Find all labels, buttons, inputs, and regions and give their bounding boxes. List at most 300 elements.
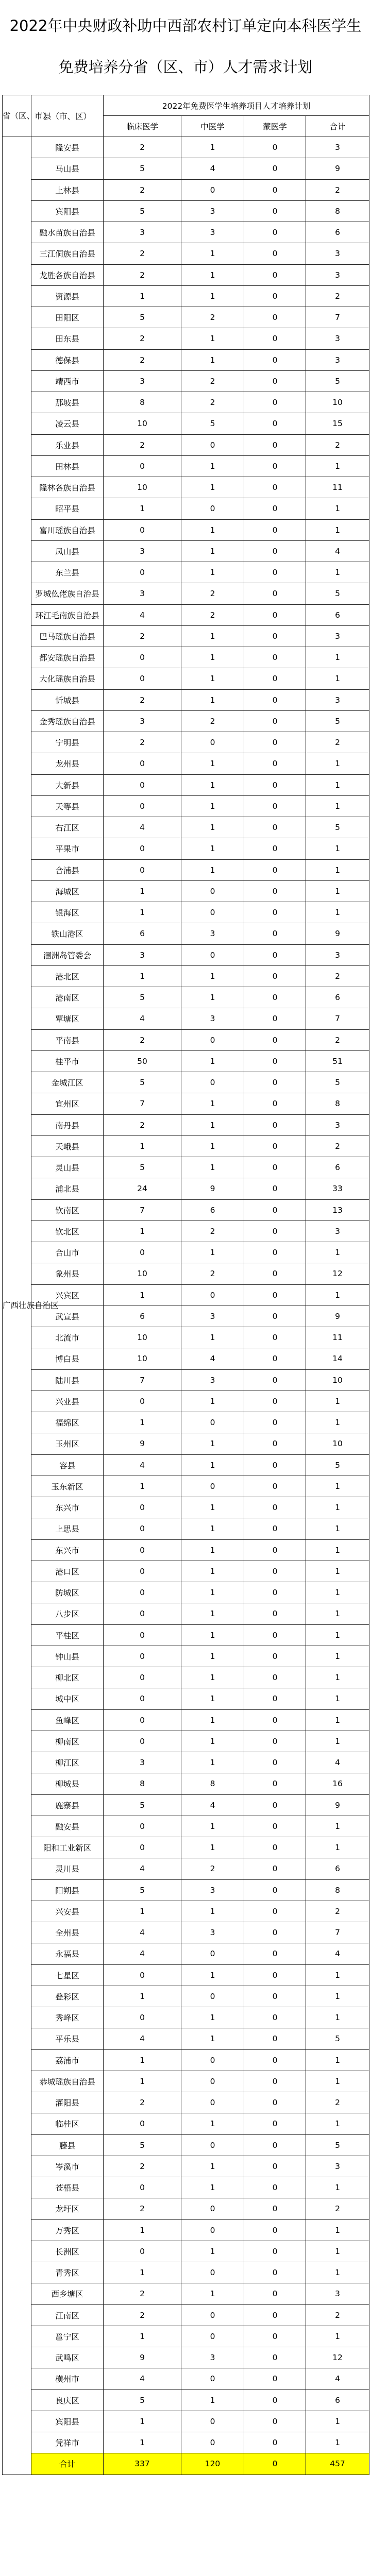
county-cell: 忻城县	[31, 689, 104, 710]
county-cell: 东兰县	[31, 562, 104, 583]
table-row	[3, 264, 369, 285]
total-cell: 1	[306, 1242, 369, 1263]
county-cell: 邕宁区	[31, 2326, 104, 2347]
clinical-cell: 0	[104, 1837, 181, 1858]
chinese-medicine-cell: 3	[181, 1922, 244, 1943]
clinical-cell: 9	[104, 1433, 181, 1454]
table-row	[3, 902, 369, 923]
chinese-medicine-cell: 1	[181, 328, 244, 349]
total-cell: 33	[306, 1178, 369, 1199]
chinese-medicine-cell: 2	[181, 307, 244, 328]
table-row	[3, 540, 369, 562]
mongolian-medicine-cell: 0	[244, 902, 306, 923]
chinese-medicine-cell: 1	[181, 1391, 244, 1412]
mongolian-medicine-cell: 0	[244, 200, 306, 222]
chinese-medicine-cell: 0	[181, 2049, 244, 2071]
table-row	[3, 647, 369, 668]
mongolian-medicine-cell: 0	[244, 2007, 306, 2028]
county-cell: 岑溪市	[31, 2156, 104, 2177]
chinese-medicine-cell: 2	[181, 1858, 244, 1879]
total-cell: 10	[306, 1433, 369, 1454]
table-row	[3, 2134, 369, 2156]
mongolian-medicine-cell: 0	[244, 1879, 306, 1901]
mongolian-medicine-cell: 0	[244, 264, 306, 285]
county-cell: 环江毛南族自治县	[31, 604, 104, 625]
total-cell: 4	[306, 1752, 369, 1773]
mongolian-medicine-cell: 0	[244, 795, 306, 817]
clinical-cell: 2	[104, 137, 181, 158]
total-cell: 3	[306, 625, 369, 647]
total-cell: 11	[306, 1327, 369, 1348]
clinical-medicine-header: 临床医学	[104, 116, 181, 137]
clinical-cell: 0	[104, 2113, 181, 2134]
chinese-medicine-cell: 1	[181, 1667, 244, 1688]
table-row	[3, 2347, 369, 2368]
county-cell: 陆川县	[31, 1369, 104, 1391]
mongolian-medicine-cell: 0	[244, 2283, 306, 2304]
clinical-cell: 2	[104, 732, 181, 753]
table-row	[3, 987, 369, 1008]
clinical-cell: 0	[104, 647, 181, 668]
total-cell: 2	[306, 2304, 369, 2326]
mongolian-medicine-cell: 0	[244, 1008, 306, 1029]
county-cell: 容县	[31, 1454, 104, 1476]
chinese-medicine-cell: 1	[181, 1327, 244, 1348]
mongolian-medicine-cell: 0	[244, 2049, 306, 2071]
clinical-cell: 50	[104, 1050, 181, 1072]
table-body	[3, 137, 369, 2475]
clinical-cell: 6	[104, 1306, 181, 1327]
mongolian-medicine-cell: 0	[244, 625, 306, 647]
county-cell: 宁明县	[31, 732, 104, 753]
chinese-medicine-cell: 1	[181, 1093, 244, 1114]
chinese-medicine-cell: 1	[181, 1901, 244, 1922]
clinical-cell: 0	[104, 1582, 181, 1603]
table-row	[3, 1964, 369, 1986]
total-value-cell: 0	[244, 2453, 306, 2475]
table-row	[3, 1114, 369, 1136]
chinese-medicine-cell: 6	[181, 1199, 244, 1221]
county-cell: 融水苗族自治县	[31, 222, 104, 243]
clinical-cell: 0	[104, 1518, 181, 1539]
clinical-cell: 3	[104, 222, 181, 243]
chinese-medicine-cell: 3	[181, 222, 244, 243]
mongolian-medicine-cell: 0	[244, 647, 306, 668]
clinical-cell: 7	[104, 1093, 181, 1114]
clinical-cell: 0	[104, 774, 181, 795]
chinese-medicine-cell: 0	[181, 2092, 244, 2113]
clinical-cell: 1	[104, 1136, 181, 1157]
chinese-medicine-cell: 0	[181, 2134, 244, 2156]
county-cell: 良庆区	[31, 2389, 104, 2411]
table-row	[3, 243, 369, 264]
county-cell: 港北区	[31, 965, 104, 987]
chinese-medicine-cell: 2	[181, 710, 244, 732]
clinical-cell: 5	[104, 200, 181, 222]
table-row	[3, 583, 369, 604]
chinese-medicine-cell: 9	[181, 1178, 244, 1199]
chinese-medicine-cell: 0	[181, 2262, 244, 2283]
clinical-cell: 5	[104, 1879, 181, 1901]
county-cell: 马山县	[31, 158, 104, 179]
total-cell: 1	[306, 795, 369, 817]
mongolian-medicine-cell: 0	[244, 2092, 306, 2113]
plan-table	[2, 95, 369, 2475]
chinese-medicine-cell: 1	[181, 795, 244, 817]
table-row	[3, 1433, 369, 1454]
clinical-cell: 1	[104, 498, 181, 519]
county-cell: 隆安县	[31, 137, 104, 158]
total-cell: 1	[306, 774, 369, 795]
table-row	[3, 179, 369, 200]
clinical-cell: 0	[104, 1964, 181, 1986]
total-cell: 2	[306, 2198, 369, 2219]
table-row	[3, 1752, 369, 1773]
chinese-medicine-cell: 4	[181, 158, 244, 179]
clinical-cell: 1	[104, 1412, 181, 1433]
total-cell: 3	[306, 349, 369, 370]
clinical-cell: 4	[104, 1858, 181, 1879]
mongolian-medicine-cell: 0	[244, 753, 306, 774]
total-cell: 11	[306, 477, 369, 498]
chinese-medicine-cell: 3	[181, 1369, 244, 1391]
mongolian-medicine-cell: 0	[244, 370, 306, 392]
chinese-medicine-cell: 1	[181, 1582, 244, 1603]
county-cell: 银海区	[31, 902, 104, 923]
total-cell: 1	[306, 2219, 369, 2241]
clinical-cell: 5	[104, 1157, 181, 1178]
total-cell: 1	[306, 1391, 369, 1412]
total-cell: 3	[306, 264, 369, 285]
chinese-medicine-cell: 0	[181, 179, 244, 200]
table-row	[3, 392, 369, 413]
chinese-medicine-cell: 0	[181, 902, 244, 923]
clinical-cell: 5	[104, 987, 181, 1008]
chinese-medicine-cell: 2	[181, 604, 244, 625]
total-cell: 1	[306, 2071, 369, 2092]
county-cell: 港口区	[31, 1561, 104, 1582]
clinical-cell: 4	[104, 817, 181, 838]
table-row	[3, 2432, 369, 2453]
clinical-cell: 10	[104, 413, 181, 434]
chinese-medicine-cell: 0	[181, 732, 244, 753]
clinical-cell: 0	[104, 1731, 181, 1752]
mongolian-medicine-cell: 0	[244, 2326, 306, 2347]
chinese-medicine-cell: 1	[181, 285, 244, 307]
chinese-medicine-cell: 1	[181, 1561, 244, 1582]
county-cell: 宾阳县	[31, 200, 104, 222]
total-cell: 3	[306, 243, 369, 264]
total-cell: 1	[306, 1497, 369, 1518]
table-row	[3, 1922, 369, 1943]
county-cell: 金秀瑶族自治县	[31, 710, 104, 732]
table-row	[3, 1858, 369, 1879]
clinical-cell: 3	[104, 1752, 181, 1773]
total-cell: 8	[306, 1879, 369, 1901]
total-cell: 1	[306, 1539, 369, 1561]
table-row	[3, 1901, 369, 1922]
table-row	[3, 1943, 369, 1964]
total-cell: 1	[306, 1412, 369, 1433]
total-label-cell: 合计	[31, 2453, 104, 2475]
clinical-cell: 2	[104, 2304, 181, 2326]
chinese-medicine-cell: 1	[181, 2007, 244, 2028]
table-row	[3, 2262, 369, 2283]
chinese-medicine-cell: 1	[181, 562, 244, 583]
mongolian-medicine-cell: 0	[244, 1752, 306, 1773]
total-cell: 5	[306, 2134, 369, 2156]
mongolian-medicine-cell: 0	[244, 1539, 306, 1561]
table-row	[3, 1773, 369, 1794]
county-cell: 阳朔县	[31, 1879, 104, 1901]
county-cell: 龙州县	[31, 753, 104, 774]
county-cell: 灵山县	[31, 1157, 104, 1178]
clinical-cell: 1	[104, 965, 181, 987]
mongolian-medicine-cell: 0	[244, 1901, 306, 1922]
chinese-medicine-cell: 1	[181, 477, 244, 498]
total-cell: 1	[306, 668, 369, 689]
clinical-cell: 1	[104, 2432, 181, 2453]
mongolian-medicine-cell: 0	[244, 880, 306, 902]
county-cell: 宜州区	[31, 1093, 104, 1114]
clinical-cell: 0	[104, 1646, 181, 1667]
mongolian-medicine-cell: 0	[244, 1284, 306, 1306]
chinese-medicine-cell: 1	[181, 2156, 244, 2177]
total-cell: 13	[306, 1199, 369, 1221]
chinese-medicine-cell: 1	[181, 987, 244, 1008]
table-row	[3, 710, 369, 732]
mongolian-medicine-cell: 0	[244, 477, 306, 498]
county-cell: 铁山港区	[31, 923, 104, 944]
table-row	[3, 1794, 369, 1816]
table-row	[3, 1412, 369, 1433]
total-cell: 10	[306, 392, 369, 413]
chinese-medicine-cell: 0	[181, 434, 244, 455]
table-row	[3, 285, 369, 307]
title-text: 2022年中央财政补助中西部农村订单定向本科医学生免费培养分省（区、市）人才需求计划	[9, 17, 362, 76]
clinical-cell: 4	[104, 604, 181, 625]
chinese-medicine-cell: 1	[181, 965, 244, 987]
total-cell: 1	[306, 2411, 369, 2432]
table-row	[3, 1497, 369, 1518]
chinese-medicine-cell: 0	[181, 2368, 244, 2389]
county-cell: 恭城瑶族自治县	[31, 2071, 104, 2092]
mongolian-medicine-cell: 0	[244, 1816, 306, 1837]
chinese-medicine-cell: 1	[181, 1709, 244, 1731]
clinical-cell: 5	[104, 2134, 181, 2156]
clinical-cell: 3	[104, 370, 181, 392]
total-cell: 1	[306, 2326, 369, 2347]
total-cell: 8	[306, 1093, 369, 1114]
mongolian-medicine-cell: 0	[244, 1433, 306, 1454]
total-cell: 3	[306, 944, 369, 965]
county-cell: 平桂区	[31, 1624, 104, 1646]
mongolian-medicine-cell: 0	[244, 859, 306, 880]
table-row	[3, 158, 369, 179]
clinical-cell: 4	[104, 1454, 181, 1476]
clinical-cell: 3	[104, 710, 181, 732]
clinical-cell: 8	[104, 1773, 181, 1794]
total-cell: 1	[306, 2049, 369, 2071]
table-row	[3, 1050, 369, 1072]
table-row	[3, 1986, 369, 2007]
table-row	[3, 838, 369, 859]
county-cell: 涠洲岛管委会	[31, 944, 104, 965]
clinical-cell: 2	[104, 264, 181, 285]
mongolian-medicine-cell: 0	[244, 1242, 306, 1263]
total-cell: 1	[306, 1688, 369, 1709]
mongolian-medicine-cell: 0	[244, 1391, 306, 1412]
total-cell: 1	[306, 1603, 369, 1624]
county-cell: 长洲区	[31, 2241, 104, 2262]
chinese-medicine-cell: 0	[181, 2071, 244, 2092]
clinical-cell: 4	[104, 2368, 181, 2389]
chinese-medicine-cell: 0	[181, 2326, 244, 2347]
table-row	[3, 370, 369, 392]
chinese-medicine-cell: 0	[181, 1284, 244, 1306]
total-cell: 6	[306, 987, 369, 1008]
clinical-cell: 0	[104, 562, 181, 583]
mongolian-medicine-cell: 0	[244, 923, 306, 944]
chinese-medicine-cell: 2	[181, 392, 244, 413]
county-cell: 凭祥市	[31, 2432, 104, 2453]
total-cell: 7	[306, 307, 369, 328]
table-row	[3, 1391, 369, 1412]
chinese-medicine-cell: 1	[181, 2113, 244, 2134]
total-cell: 1	[306, 902, 369, 923]
total-cell: 1	[306, 1624, 369, 1646]
chinese-medicine-cell: 1	[181, 668, 244, 689]
table-row	[3, 1582, 369, 1603]
mongolian-medicine-cell: 0	[244, 838, 306, 859]
clinical-cell: 1	[104, 2219, 181, 2241]
county-cell: 东兴市	[31, 1497, 104, 1518]
table-row	[3, 2411, 369, 2432]
total-cell: 3	[306, 2283, 369, 2304]
mongolian-medicine-cell: 0	[244, 1964, 306, 1986]
total-cell: 6	[306, 1858, 369, 1879]
county-cell: 凤山县	[31, 540, 104, 562]
county-cell: 右江区	[31, 817, 104, 838]
chinese-medicine-cell: 1	[181, 1539, 244, 1561]
mongolian-medicine-cell: 0	[244, 1731, 306, 1752]
table-row	[3, 2326, 369, 2347]
chinese-medicine-cell: 1	[181, 838, 244, 859]
clinical-cell: 2	[104, 2283, 181, 2304]
total-cell: 1	[306, 2113, 369, 2134]
chinese-medicine-cell: 1	[181, 1964, 244, 1986]
county-cell: 港南区	[31, 987, 104, 1008]
total-cell: 9	[306, 158, 369, 179]
table-row	[3, 625, 369, 647]
table-row	[3, 944, 369, 965]
table-row	[3, 2113, 369, 2134]
chinese-medicine-cell: 1	[181, 1157, 244, 1178]
table-row	[3, 1263, 369, 1284]
table-row	[3, 307, 369, 328]
mongolian-medicine-cell: 0	[244, 1986, 306, 2007]
total-cell: 7	[306, 1922, 369, 1943]
chinese-medicine-cell: 0	[181, 2198, 244, 2219]
table-row	[3, 2198, 369, 2219]
county-cell: 柳城县	[31, 1773, 104, 1794]
table-row	[3, 2283, 369, 2304]
table-row	[3, 1709, 369, 1731]
mongolian-medicine-cell: 0	[244, 158, 306, 179]
total-cell: 4	[306, 1943, 369, 1964]
total-cell: 5	[306, 583, 369, 604]
total-cell: 1	[306, 880, 369, 902]
total-cell: 12	[306, 1263, 369, 1284]
province-cell: 广西壮族自治区	[3, 137, 31, 2475]
mongolian-medicine-cell: 0	[244, 498, 306, 519]
clinical-cell: 1	[104, 2262, 181, 2283]
clinical-cell: 0	[104, 2241, 181, 2262]
table-row	[3, 200, 369, 222]
clinical-cell: 0	[104, 1242, 181, 1263]
chinese-medicine-cell: 2	[181, 1221, 244, 1242]
county-cell: 昭平县	[31, 498, 104, 519]
chinese-medicine-cell: 1	[181, 1624, 244, 1646]
county-cell: 德保县	[31, 349, 104, 370]
total-cell: 1	[306, 1646, 369, 1667]
chinese-medicine-cell: 1	[181, 2028, 244, 2049]
clinical-cell: 1	[104, 880, 181, 902]
table-row	[3, 1369, 369, 1391]
mongolian-medicine-cell: 0	[244, 307, 306, 328]
table-row	[3, 774, 369, 795]
table-row	[3, 413, 369, 434]
mongolian-medicine-cell: 0	[244, 1688, 306, 1709]
table-row	[3, 2219, 369, 2241]
table-row	[3, 519, 369, 540]
county-cell: 柳南区	[31, 1731, 104, 1752]
county-cell: 柳江区	[31, 1752, 104, 1773]
chinese-medicine-cell: 0	[181, 1986, 244, 2007]
chinese-medicine-cell: 1	[181, 1646, 244, 1667]
chinese-medicine-cell: 1	[181, 243, 244, 264]
county-cell: 临桂区	[31, 2113, 104, 2134]
mongolian-medicine-cell: 0	[244, 2134, 306, 2156]
chinese-medicine-cell: 1	[181, 1752, 244, 1773]
clinical-cell: 0	[104, 1539, 181, 1561]
mongolian-medicine-cell: 0	[244, 1667, 306, 1688]
table-row	[3, 1731, 369, 1752]
county-cell: 玉州区	[31, 1433, 104, 1454]
table-row	[3, 1348, 369, 1369]
total-cell: 10	[306, 1369, 369, 1391]
table-row	[3, 137, 369, 158]
total-cell: 1	[306, 498, 369, 519]
chinese-medicine-cell: 1	[181, 264, 244, 285]
table-row	[3, 923, 369, 944]
clinical-cell: 3	[104, 944, 181, 965]
county-cell: 兴业县	[31, 1391, 104, 1412]
clinical-cell: 10	[104, 1327, 181, 1348]
clinical-cell: 7	[104, 1369, 181, 1391]
total-cell: 7	[306, 1008, 369, 1029]
table-row	[3, 1072, 369, 1093]
county-cell: 大化瑶族自治县	[31, 668, 104, 689]
county-cell: 资源县	[31, 285, 104, 307]
county-cell: 万秀区	[31, 2219, 104, 2241]
chinese-medicine-cell: 1	[181, 1114, 244, 1136]
county-cell: 鱼峰区	[31, 1709, 104, 1731]
table-row	[3, 1454, 369, 1476]
table-row	[3, 1476, 369, 1497]
total-cell: 1	[306, 647, 369, 668]
clinical-cell: 3	[104, 540, 181, 562]
